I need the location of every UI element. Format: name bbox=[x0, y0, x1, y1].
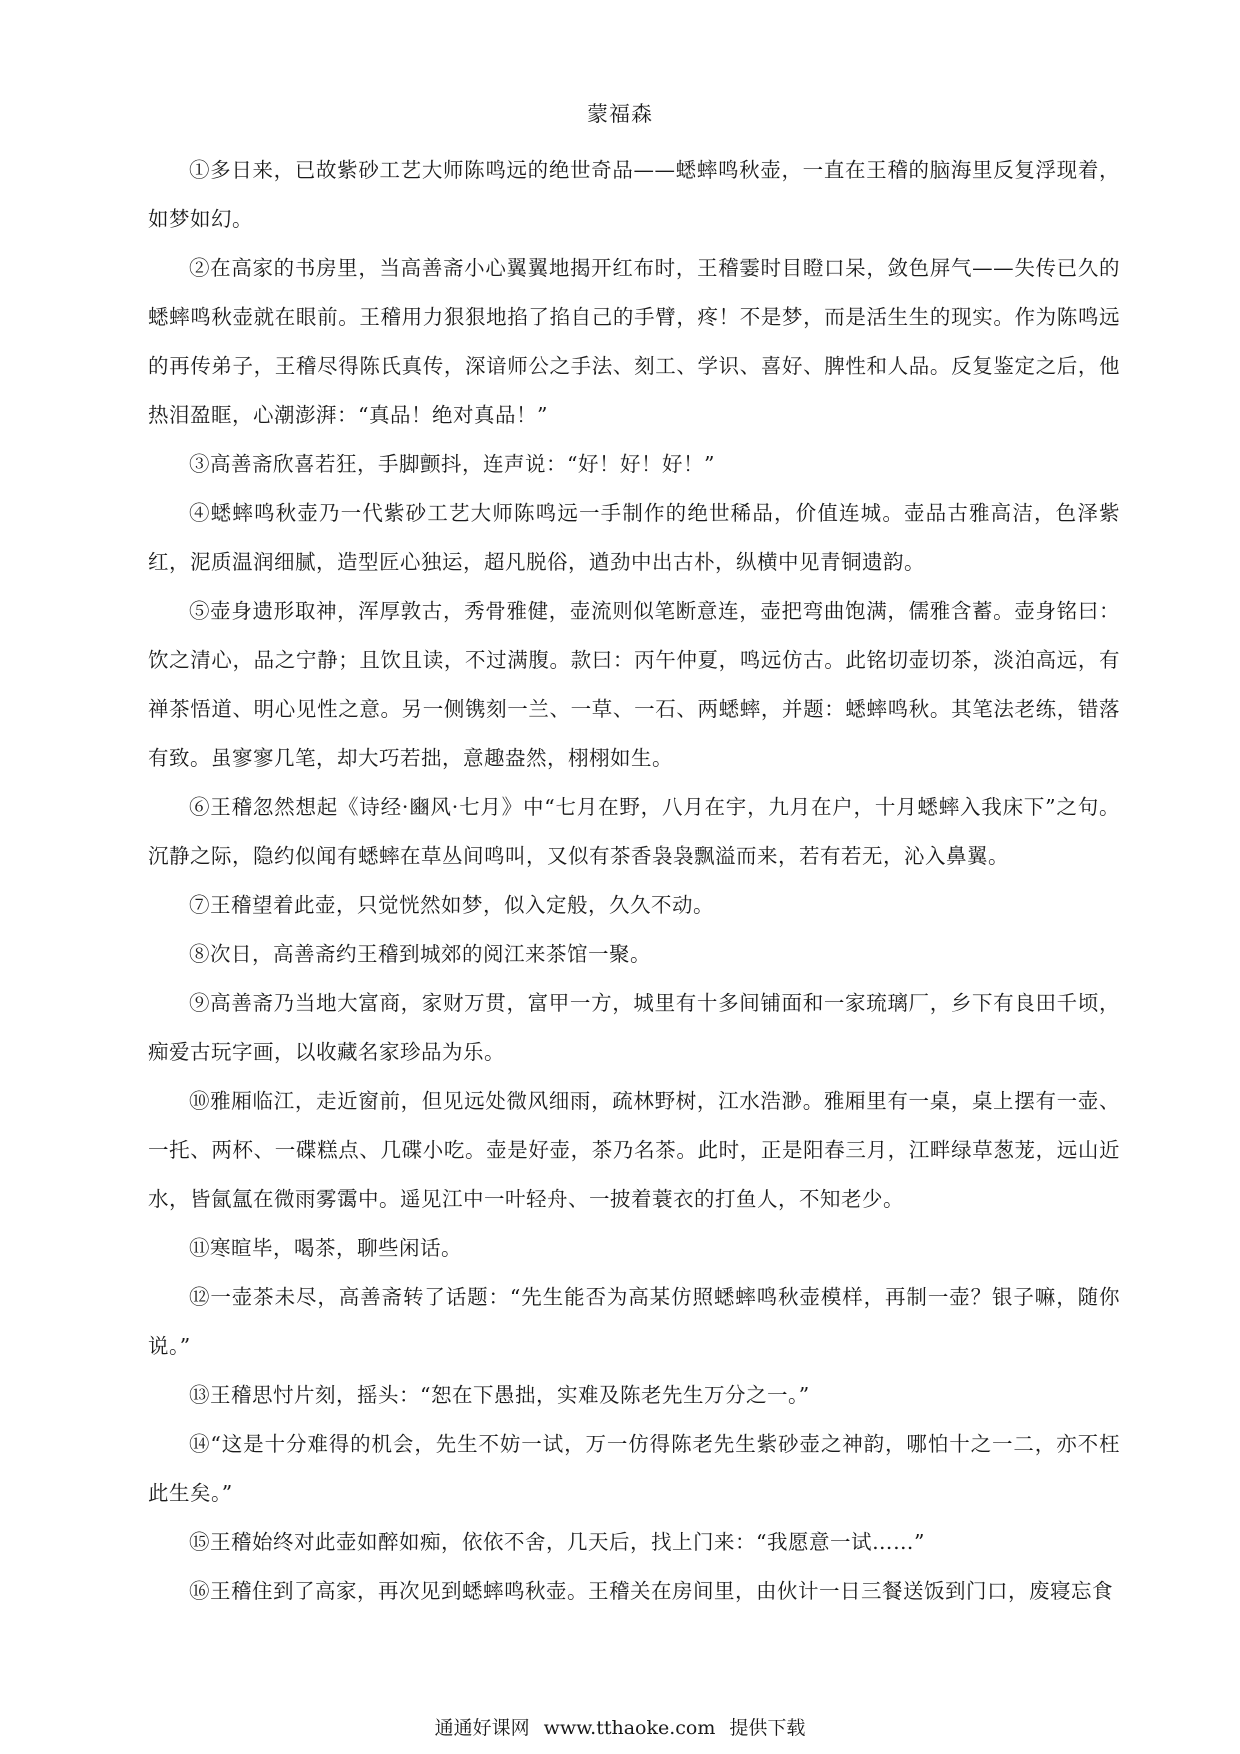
paragraph-3: ③高善斋欣喜若狂，手脚颤抖，连声说：“好！好！好！” bbox=[189, 452, 715, 476]
paragraph-10: ⑩雅厢临江，走近窗前，但见远处微风细雨，疏林野树，江水浩渺。雅厢里有一桌，桌上摆有一壶、一托、两杯、一碟糕点、几碟小吃。壶是好壶，茶乃名茶。此时，正是阳春三月，江畔绿草葱茏，远山近水，皆氤氲在微雨雾霭中。遥见江中一叶轻舟、一披着蓑衣的打鱼人，不知老少。 bbox=[148, 1089, 1120, 1211]
paragraph-4: ④蟋蟀鸣秋壶乃一代紫砂工艺大师陈鸣远一手制作的绝世稀品，价值连城。壶品古雅高洁，色泽紫红，泥质温润细腻，造型匠心独运，超凡脱俗，遒劲中出古朴，纵横中见青铜遗韵。 bbox=[148, 501, 1120, 574]
paragraph-14: ⑭“这是十分难得的机会，先生不妨一试，万一仿得陈老先生紫砂壶之神韵，哪怕十之一二，亦不枉此生矣。” bbox=[148, 1432, 1120, 1505]
footer-site-name: 通通好课网 bbox=[434, 1717, 530, 1739]
paragraph-2: ②在高家的书房里，当高善斋小心翼翼地揭开红布时，王稽霎时目瞪口呆，敛色屏气——失传已久的蟋蟀鸣秋壶就在眼前。王稽用力狠狠地掐了掐自己的手臂，疼！不是梦，而是活生生的现实。作为陈鸣远的再传弟子，王稽尽得陈氏真传，深谙师公之手法、刻工、学识、喜好、脾性和人品。反复鉴定之后，他热泪盈眶，心潮澎湃：“真品！绝对真品！” bbox=[148, 256, 1120, 427]
paragraph-11: ⑪寒暄毕，喝茶，聊些闲话。 bbox=[189, 1236, 462, 1260]
paragraph-7: ⑦王稽望着此壶，只觉恍然如梦，似入定般，久久不动。 bbox=[189, 893, 714, 917]
paragraph-13: ⑬王稽思忖片刻，摇头：“恕在下愚拙，实难及陈老先生万分之一。” bbox=[189, 1383, 810, 1407]
author-name: 蒙福森 bbox=[587, 102, 653, 126]
paragraph-1: ①多日来，已故紫砂工艺大师陈鸣远的绝世奇品——蟋蟀鸣秋壶，一直在王稽的脑海里反复浮现着，如梦如幻。 bbox=[148, 158, 1120, 231]
paragraph-15: ⑮王稽始终对此壶如醉如痴，依依不舍，几天后，找上门来：“我愿意一试……” bbox=[189, 1530, 925, 1554]
footer-note: 提供下载 bbox=[729, 1717, 806, 1739]
paragraph-6: ⑥王稽忽然想起《诗经·豳风·七月》中“七月在野，八月在宇，九月在户，十月蟋蟀入我床下”之句。沉静之际，隐约似闻有蟋蟀在草丛间鸣叫，又似有茶香袅袅飘溢而来，若有若无，沁入鼻翼。 bbox=[148, 795, 1120, 868]
page-footer bbox=[0, 1713, 1240, 1740]
footer-url-link[interactable]: www.tthaoke.com bbox=[543, 1717, 716, 1739]
paragraph-16: ⑯王稽住到了高家，再次见到蟋蟀鸣秋壶。王稽关在房间里，由伙计一日三餐送饭到门口，废寝忘食 bbox=[189, 1579, 1113, 1603]
paragraph-9: ⑨高善斋乃当地大富商，家财万贯，富甲一方，城里有十多间铺面和一家琉璃厂，乡下有良田千顷，痴爱古玩字画，以收藏名家珍品为乐。 bbox=[148, 991, 1120, 1064]
paragraph-12: ⑫一壶茶未尽，高善斋转了话题：“先生能否为高某仿照蟋蟀鸣秋壶模样，再制一壶？银子嘛，随你说。” bbox=[148, 1285, 1120, 1358]
paragraph-5: ⑤壶身遗形取神，浑厚敦古，秀骨雅健，壶流则似笔断意连，壶把弯曲饱满，儒雅含蓄。壶身铭曰：饮之清心，品之宁静；且饮且读，不过满腹。款曰：丙午仲夏，鸣远仿古。此铭切壶切茶，淡泊高远，有禅茶悟道、明心见性之意。另一侧镌刻一兰、一草、一石、两蟋蟀，并题：蟋蟀鸣秋。其笔法老练，错落有致。虽寥寥几笔，却大巧若拙，意趣盎然，栩栩如生。 bbox=[148, 599, 1120, 770]
article-body bbox=[148, 146, 1120, 1616]
paragraph-8: ⑧次日，高善斋约王稽到城郊的阅江来茶馆一聚。 bbox=[189, 942, 651, 966]
